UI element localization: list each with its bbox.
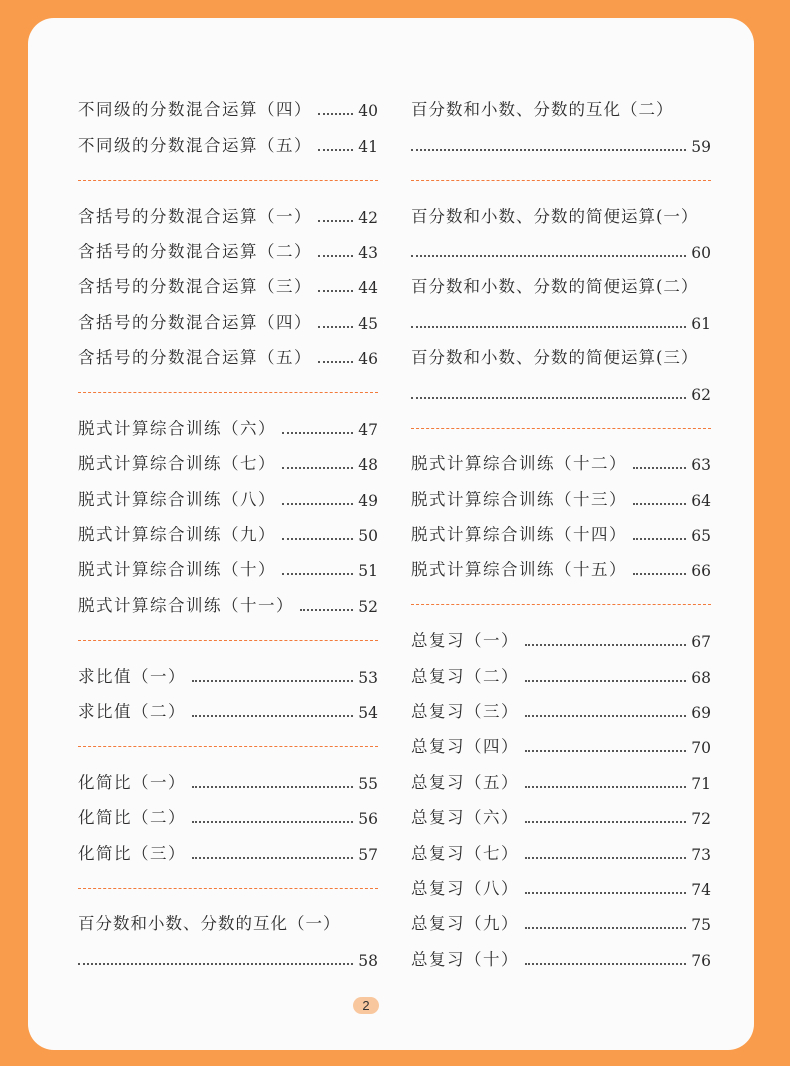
toc-entry[interactable]	[78, 446, 378, 481]
toc-entry-page-line[interactable]	[411, 375, 711, 410]
toc-entry-title: 脱式计算综合训练（十）	[78, 560, 276, 580]
toc-entry[interactable]	[78, 552, 378, 587]
dot-leader	[282, 503, 353, 505]
toc-entry[interactable]	[411, 906, 711, 941]
toc-entry-page: 42	[358, 208, 378, 227]
toc-entry-title: 含括号的分数混合运算（五）	[78, 348, 312, 368]
toc-entry[interactable]	[78, 234, 378, 269]
toc-entry-page: 53	[358, 668, 378, 687]
toc-entry-page: 51	[358, 562, 378, 581]
toc-entry-page: 50	[358, 527, 378, 546]
toc-entry-title: 总复习（五）	[411, 772, 519, 792]
toc-entry-title: 求比值（一）	[78, 666, 186, 686]
toc-entry[interactable]	[411, 92, 711, 127]
toc-entry-title: 含括号的分数混合运算（二）	[78, 241, 312, 261]
toc-entry-page-line[interactable]	[411, 234, 711, 269]
dot-leader	[525, 927, 686, 929]
dot-leader	[192, 786, 353, 788]
toc-entry[interactable]	[411, 800, 711, 835]
toc-entry-title: 百分数和小数、分数的简便运算(一）	[411, 206, 699, 226]
toc-entry-page: 56	[358, 810, 378, 829]
toc-entry[interactable]	[411, 446, 711, 481]
dot-leader	[525, 715, 686, 717]
section-divider	[411, 411, 711, 446]
toc-entry[interactable]	[78, 127, 378, 162]
dot-leader	[525, 821, 686, 823]
toc-entry-page: 74	[691, 880, 711, 899]
toc-entry-page: 75	[691, 916, 711, 935]
toc-entry-title: 脱式计算综合训练（八）	[78, 489, 276, 509]
toc-entry-title: 百分数和小数、分数的互化（一）	[78, 914, 341, 934]
toc-entry-page: 64	[691, 491, 711, 510]
toc-entry-title: 脱式计算综合训练（十五）	[411, 560, 627, 580]
toc-entry[interactable]	[411, 694, 711, 729]
page-number-badge: 2	[353, 997, 379, 1014]
toc-entry[interactable]	[78, 800, 378, 835]
toc-entry-title: 百分数和小数、分数的简便运算(二）	[411, 277, 699, 297]
toc-entry-page: 41	[358, 137, 378, 156]
toc-entry[interactable]	[411, 835, 711, 870]
section-divider	[78, 163, 378, 198]
toc-entry[interactable]	[78, 587, 378, 622]
dot-leader	[192, 857, 353, 859]
dot-leader	[318, 255, 353, 257]
toc-entry-page: 73	[691, 845, 711, 864]
toc-entry-title: 百分数和小数、分数的简便运算(三）	[411, 348, 699, 368]
toc-page	[28, 18, 754, 1050]
toc-entry-page: 76	[691, 951, 711, 970]
toc-entry-page: 55	[358, 774, 378, 793]
dot-leader	[525, 963, 686, 965]
toc-entry-page: 49	[358, 491, 378, 510]
dot-leader	[411, 397, 686, 399]
toc-entry-page: 63	[691, 456, 711, 475]
toc-entry-page: 58	[358, 951, 378, 970]
toc-entry-title: 总复习（六）	[411, 808, 519, 828]
toc-right-column	[411, 92, 711, 977]
section-divider	[78, 729, 378, 764]
toc-entry-page: 52	[358, 597, 378, 616]
toc-entry-page: 60	[691, 243, 711, 262]
toc-entry[interactable]	[411, 269, 711, 304]
dot-leader	[633, 573, 686, 575]
dot-leader	[318, 220, 353, 222]
dot-leader	[318, 149, 353, 151]
dot-leader	[633, 503, 686, 505]
toc-entry-page: 62	[691, 385, 711, 404]
toc-entry-title: 总复习（九）	[411, 914, 519, 934]
dot-leader	[525, 644, 686, 646]
toc-entry-title: 脱式计算综合训练（六）	[78, 418, 276, 438]
dot-leader	[300, 609, 353, 611]
toc-entry-page: 57	[358, 845, 378, 864]
toc-entry[interactable]	[411, 552, 711, 587]
toc-entry-title: 化简比（二）	[78, 808, 186, 828]
toc-entry-page: 47	[358, 420, 378, 439]
toc-entry[interactable]	[78, 411, 378, 446]
toc-entry-title: 总复习（一）	[411, 631, 519, 651]
dot-leader	[411, 255, 686, 257]
toc-entry[interactable]	[78, 906, 378, 941]
toc-entry-page: 72	[691, 810, 711, 829]
toc-entry-page: 61	[691, 314, 711, 333]
toc-entry-page: 66	[691, 562, 711, 581]
dot-leader	[282, 432, 353, 434]
toc-entry-title: 脱式计算综合训练（九）	[78, 525, 276, 545]
toc-entry-title: 脱式计算综合训练（十三）	[411, 489, 627, 509]
toc-entry-title: 求比值（二）	[78, 702, 186, 722]
dot-leader	[525, 892, 686, 894]
toc-entry[interactable]	[78, 198, 378, 233]
dot-leader	[282, 538, 353, 540]
dot-leader	[411, 326, 686, 328]
section-divider	[411, 587, 711, 622]
toc-entry-page: 65	[691, 527, 711, 546]
toc-entry[interactable]	[411, 517, 711, 552]
toc-entry-title: 百分数和小数、分数的互化（二）	[411, 100, 674, 120]
toc-entry[interactable]	[78, 340, 378, 375]
toc-entry-title: 含括号的分数混合运算（三）	[78, 277, 312, 297]
toc-entry-page: 59	[691, 137, 711, 156]
toc-entry-title: 脱式计算综合训练（十四）	[411, 525, 627, 545]
toc-entry[interactable]	[78, 694, 378, 729]
toc-entry-page-line[interactable]	[411, 304, 711, 339]
dot-leader	[282, 573, 353, 575]
toc-entry[interactable]	[411, 623, 711, 658]
toc-entry[interactable]	[411, 871, 711, 906]
toc-entry-page: 68	[691, 668, 711, 687]
toc-entry-title: 总复习（四）	[411, 737, 519, 757]
section-divider	[411, 163, 711, 198]
toc-entry-title: 不同级的分数混合运算（五）	[78, 135, 312, 155]
toc-entry[interactable]	[411, 941, 711, 976]
toc-entry[interactable]	[78, 517, 378, 552]
section-divider	[78, 871, 378, 906]
dot-leader	[192, 680, 353, 682]
toc-entry[interactable]	[78, 658, 378, 693]
dot-leader	[525, 786, 686, 788]
toc-entry-page: 46	[358, 350, 378, 369]
toc-entry[interactable]	[78, 835, 378, 870]
toc-entry-page: 40	[358, 102, 378, 121]
toc-entry[interactable]	[78, 481, 378, 516]
toc-entry-title: 总复习（七）	[411, 843, 519, 863]
toc-entry-page-line[interactable]	[411, 127, 711, 162]
dot-leader	[78, 963, 353, 965]
toc-entry-title: 总复习（三）	[411, 702, 519, 722]
dot-leader	[282, 467, 353, 469]
dot-leader	[633, 467, 686, 469]
toc-entry-page: 43	[358, 243, 378, 262]
toc-entry[interactable]	[411, 658, 711, 693]
toc-entry-page: 48	[358, 456, 378, 475]
toc-entry-title: 化简比（三）	[78, 843, 186, 863]
toc-entry[interactable]	[411, 481, 711, 516]
toc-entry-title: 总复习（二）	[411, 666, 519, 686]
toc-entry-title: 总复习（八）	[411, 878, 519, 898]
toc-entry-title: 脱式计算综合训练（十一）	[78, 595, 294, 615]
toc-entry[interactable]	[78, 269, 378, 304]
dot-leader	[525, 680, 686, 682]
dot-leader	[411, 149, 686, 151]
dot-leader	[318, 290, 353, 292]
toc-entry-title: 含括号的分数混合运算（四）	[78, 312, 312, 332]
toc-entry-page: 67	[691, 633, 711, 652]
toc-entry-page: 45	[358, 314, 378, 333]
toc-entry[interactable]	[78, 92, 378, 127]
section-divider	[78, 623, 378, 658]
toc-entry-page: 70	[691, 739, 711, 758]
toc-entry[interactable]	[411, 764, 711, 799]
toc-entry-page: 69	[691, 704, 711, 723]
toc-entry[interactable]	[411, 729, 711, 764]
toc-entry[interactable]	[411, 340, 711, 375]
dot-leader	[318, 113, 353, 115]
dot-leader	[525, 750, 686, 752]
toc-entry-title: 化简比（一）	[78, 772, 186, 792]
dot-leader	[318, 326, 353, 328]
dot-leader	[192, 715, 353, 717]
toc-entry-page: 54	[358, 704, 378, 723]
toc-left-column	[78, 92, 378, 977]
toc-entry[interactable]	[411, 198, 711, 233]
dot-leader	[318, 361, 353, 363]
toc-entry-page-line[interactable]	[78, 941, 378, 976]
toc-entry-title: 总复习（十）	[411, 949, 519, 969]
section-divider	[78, 375, 378, 410]
dot-leader	[525, 857, 686, 859]
toc-entry[interactable]	[78, 764, 378, 799]
toc-entry-title: 不同级的分数混合运算（四）	[78, 100, 312, 120]
dot-leader	[192, 821, 353, 823]
toc-entry-page: 71	[691, 774, 711, 793]
toc-entry-title: 含括号的分数混合运算（一）	[78, 206, 312, 226]
toc-entry-title: 脱式计算综合训练（十二）	[411, 454, 627, 474]
dot-leader	[633, 538, 686, 540]
toc-entry[interactable]	[78, 304, 378, 339]
toc-entry-title: 脱式计算综合训练（七）	[78, 454, 276, 474]
toc-entry-page: 44	[358, 279, 378, 298]
